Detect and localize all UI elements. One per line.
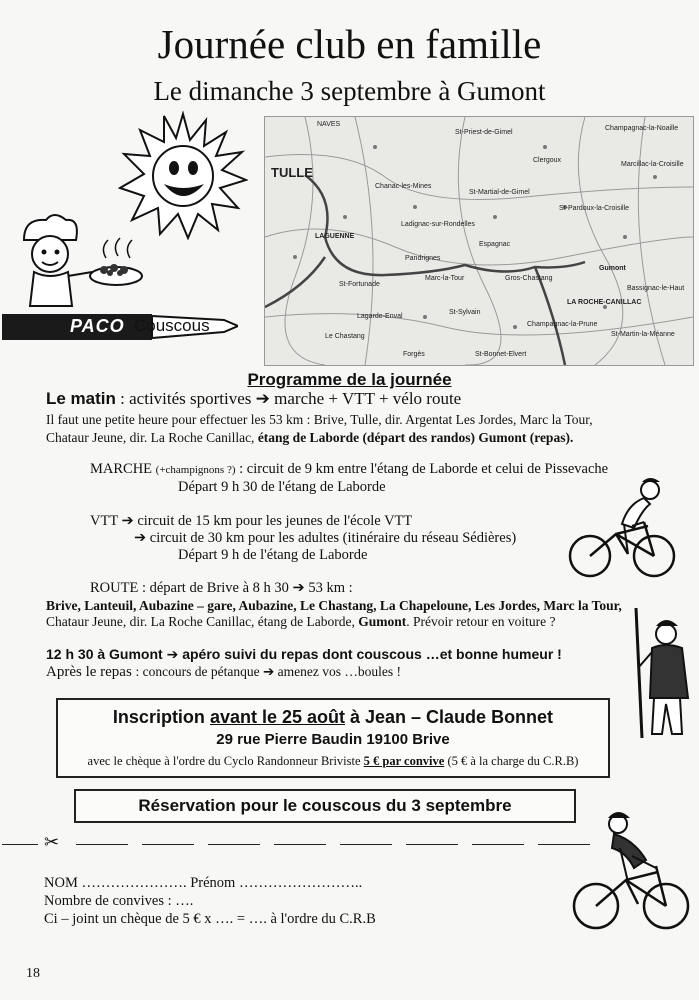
logo-product: Couscous — [134, 316, 210, 335]
page-number: 18 — [26, 966, 40, 981]
map-label: TULLE — [271, 165, 313, 180]
route-line-2 — [46, 597, 622, 614]
map-label: St-Sylvain — [449, 309, 481, 316]
vtt-depart: Départ 9 h de l'étang de Laborde — [178, 547, 368, 563]
page-title: Journée club en famille — [157, 21, 542, 67]
map-label: Le Chastang — [325, 333, 365, 340]
map-label: Pandrignes — [405, 255, 441, 262]
map-label: Ladignac-sur-Rondelles — [401, 221, 475, 228]
apres-text: : concours de pétanque ➔ amenez vos …boules ! — [135, 664, 402, 679]
midi-label: 12 h 30 à Gumont — [46, 646, 163, 662]
map-label: St-Priest-de-Gimel — [455, 129, 513, 136]
matin-line — [46, 389, 461, 409]
marche-note: (+champignons ?) — [155, 464, 236, 476]
route-line-3-b: Gumont — [358, 614, 407, 629]
marche-text: : circuit de 9 km entre l'étang de Laborde et celui de Pissevache — [235, 461, 609, 477]
apres-label: Après le repas — [46, 664, 132, 680]
inscription-line-1-c: à Jean – Claude Bonnet — [345, 707, 554, 727]
map-label: St-Fortunade — [339, 281, 380, 288]
scissors-icon: ✂ — [44, 832, 60, 852]
map-label: Chanac-les-Mines — [375, 183, 432, 190]
intro-line-2-bold: étang de Laborde (départ des randos) Gumont (repas). — [257, 430, 574, 445]
map-label: LA ROCHE-CANILLAC — [567, 299, 642, 306]
map-label: Gumont — [599, 265, 626, 272]
map-label: Gros-Chastang — [505, 275, 553, 282]
route-line-3-a: Chataur Jeune, dir. La Roche Canillac, étang de Laborde, — [46, 614, 359, 629]
inscription-line-3-c: (5 € à la charge du C.R.B) — [444, 754, 579, 768]
apres-line — [46, 663, 401, 681]
programme-heading: Programme de la journée — [247, 370, 452, 389]
reservation-box — [74, 789, 576, 823]
map-label: Bassignac-le-Haut — [627, 285, 685, 292]
midi-text: ➔ apéro suivi du repas dont couscous …et bonne humeur ! — [166, 646, 562, 662]
map-label: St-Bonnet-Elvert — [475, 351, 527, 358]
map-label: St-Martial-de-Gimel — [469, 189, 530, 196]
marche-depart: Départ 9 h 30 de l'étang de Laborde — [178, 479, 386, 495]
hiker-illustration — [626, 608, 696, 738]
map-label: Clergoux — [533, 157, 562, 164]
map-label: LAGUENNE — [315, 233, 355, 240]
cut-line — [0, 832, 600, 852]
intro-line-2-plain: Chataur Jeune, dir. La Roche Canillac, — [46, 430, 258, 445]
map-label: Champagnac-la-Prune — [527, 321, 598, 328]
coupon-convives: Nombre de convives : …. — [44, 893, 194, 909]
map-label: Lagarde-Enval — [357, 313, 403, 320]
page-subtitle: Le dimanche 3 septembre à Gumont — [153, 76, 546, 106]
route-line-3-c: . Prévoir retour en voiture ? — [406, 614, 556, 629]
inscription-line-3 — [58, 753, 608, 769]
inscription-price: 5 € par convive — [363, 754, 445, 768]
reservation-title: Réservation pour le couscous du 3 septembre — [138, 796, 512, 815]
matin-text: : activités sportives ➔ marche + VTT + vélo route — [120, 389, 462, 408]
inscription-address: 29 rue Pierre Baudin 19100 Brive — [216, 731, 450, 748]
inscription-deadline: avant le 25 août — [209, 707, 345, 727]
coupon-nom: NOM …………………. Prénom …………………….. — [44, 875, 363, 891]
inscription-line-1 — [58, 706, 608, 728]
midi-line — [46, 645, 562, 663]
vtt-line-1: VTT ➔ circuit de 15 km pour les jeunes de l'école VTT — [90, 513, 413, 529]
intro-line-1: Il faut une petite heure pour effectuer les 53 km : Brive, Tulle, dir. Argentat Les Jordes, Marc la Tour, — [46, 412, 593, 427]
logo-brand: PACO — [70, 316, 125, 336]
map-label: Espagnac — [479, 241, 511, 248]
route-line-3 — [46, 613, 555, 630]
vtt-line-2: ➔ circuit de 30 km pour les adultes (itinéraire du réseau Sédières) — [134, 530, 517, 546]
map-label: Forgès — [403, 351, 425, 358]
map-label: St-Pardoux-la-Croisille — [559, 205, 630, 212]
inscription-line-1-a: Inscription — [112, 707, 210, 727]
route-map — [264, 116, 694, 366]
map-label: St-Martin-la-Méanne — [611, 331, 675, 338]
map-label: NAVES — [317, 121, 341, 128]
matin-label: Le matin — [46, 389, 116, 408]
map-label: Champagnac-la-Noaille — [605, 125, 679, 132]
inscription-box — [56, 698, 610, 778]
marche-line — [90, 460, 608, 479]
route-line-1: ROUTE : départ de Brive à 8 h 30 ➔ 53 km : — [90, 580, 353, 596]
intro-line-2 — [46, 429, 573, 446]
paco-couscous-logo — [2, 304, 238, 348]
road-cyclist-illustration — [572, 806, 692, 936]
map-label: Marcillac-la-Croisille — [621, 161, 684, 168]
mountain-biker-illustration — [568, 474, 678, 584]
inscription-line-3-a: avec le chèque à l'ordre du Cyclo Randonneur Briviste — [87, 754, 364, 768]
route-line-2-text: Brive, Lanteuil, Aubazine – gare, Aubazine, Le Chastang, La Chapeloune, Les Jordes, Marc la Tour, — [46, 598, 622, 613]
marche-label: MARCHE — [90, 461, 153, 477]
map-label: Marc-la-Tour — [425, 275, 465, 282]
coupon-cheque: Ci – joint un chèque de 5 € x …. = …. à l'ordre du C.R.B — [44, 911, 376, 927]
